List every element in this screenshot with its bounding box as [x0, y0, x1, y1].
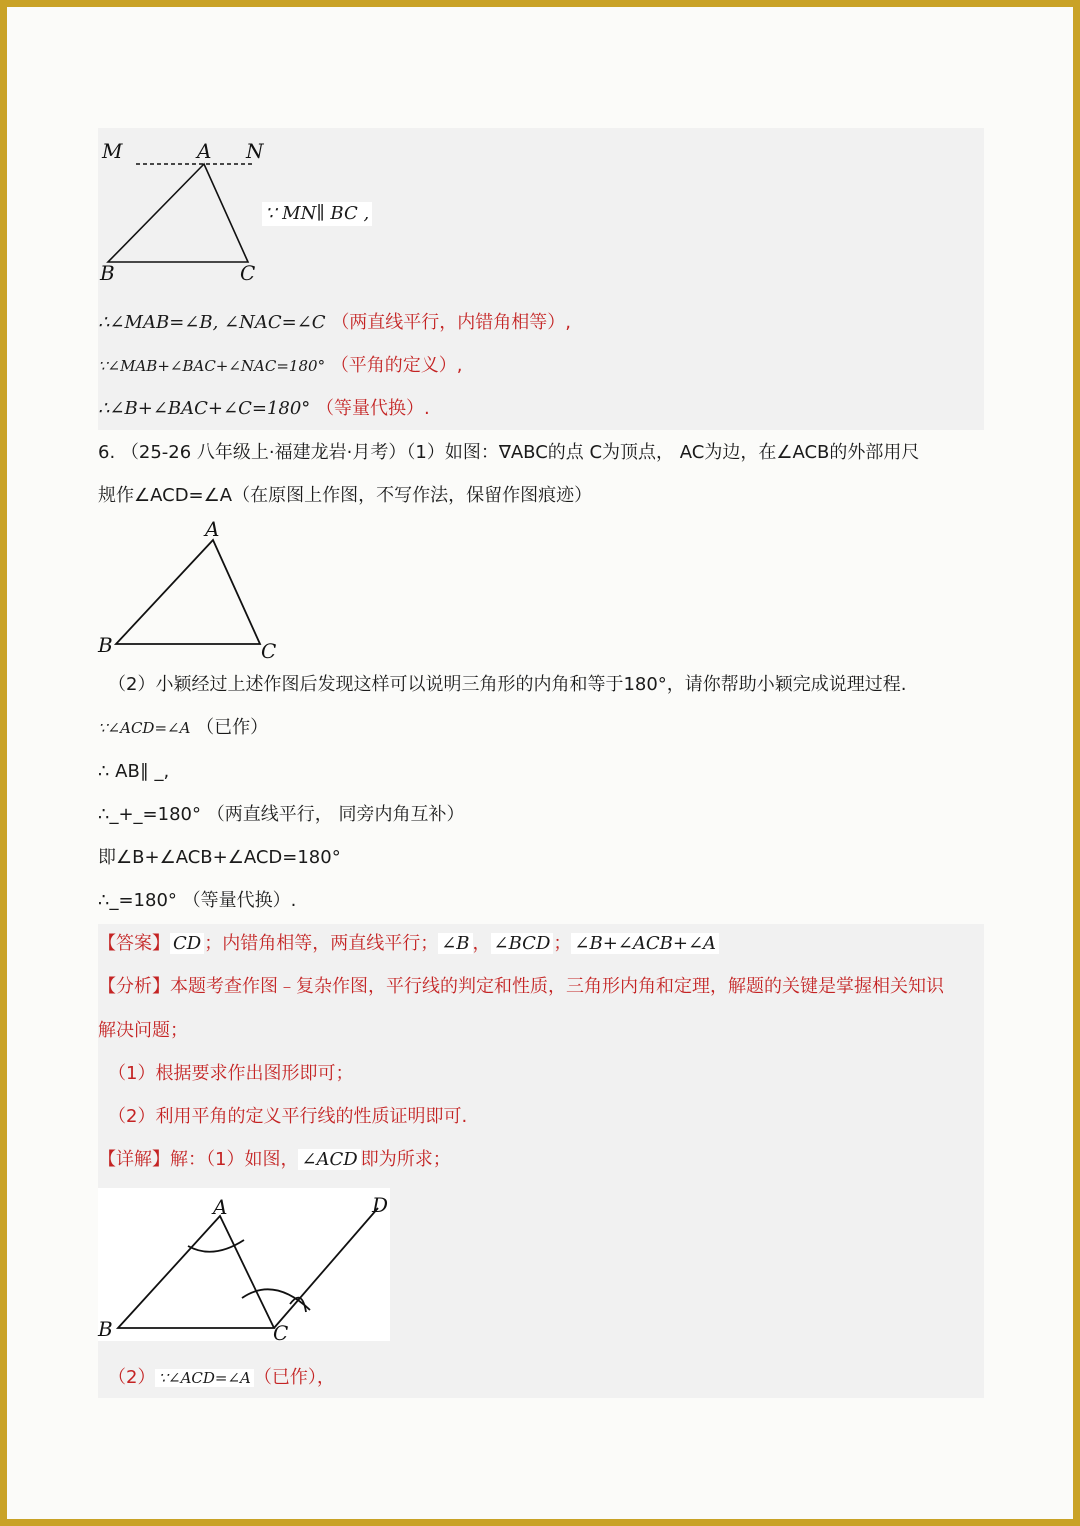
label-C: C: [261, 639, 277, 663]
step-1: ∵∠ACD=∠A （已作）: [98, 717, 269, 738]
analysis-line-2: 解决问题；: [98, 1020, 188, 1041]
analysis-line-1: 【分析】本题考查作图﹣复杂作图，平行线的判定和性质，三角形内角和定理，解题的关键是掌握相关知识: [98, 976, 944, 997]
label-B: B: [100, 261, 115, 285]
label-C: C: [273, 1321, 289, 1345]
figure-mn-parallel-bc: [98, 138, 264, 288]
step-5: ∴_=180° （等量代换）.: [98, 890, 297, 911]
analysis-item-2: （2）利用平角的定义平行线的性质证明即可.: [108, 1106, 468, 1127]
label-N: N: [246, 139, 264, 163]
solution-line-3: ∴∠B+∠BAC+∠C=180° （等量代换）.: [98, 398, 430, 419]
analysis-item-1: （1）根据要求作出图形即可；: [108, 1063, 354, 1084]
question-6-line-2: 规作∠ACD=∠A（在原图上作图，不写作法，保留作图痕迹）: [98, 485, 593, 506]
label-B: B: [98, 633, 113, 657]
figure-triangle-abc: [96, 518, 286, 664]
solution-line-1: ∴∠MAB=∠B, ∠NAC=∠C （两直线平行，内错角相等）,: [98, 312, 572, 333]
step-4: 即∠B+∠ACB+∠ACD=180°: [98, 847, 341, 868]
label-C: C: [240, 261, 256, 285]
step-2: ∴ AB∥ _,: [98, 761, 170, 782]
label-A: A: [205, 517, 220, 541]
figure-construction-acd: [96, 1188, 392, 1348]
question-part-2: （2）小颖经过上述作图后发现这样可以说明三角形的内角和等于180°，请你帮助小颖完成说理过程.: [108, 674, 907, 695]
label-A: A: [213, 1195, 228, 1219]
step-3: ∴_+_=180° （两直线平行， 同旁内角互补）: [98, 804, 465, 825]
answer-line: 【答案】 CD ；内错角相等，两直线平行； ∠B ， ∠BCD ； ∠B+∠ACB+∠A: [98, 932, 719, 956]
label-M: M: [102, 139, 123, 163]
given-mn-parallel: ∵ MN∥ BC ,: [262, 202, 372, 226]
label-A: A: [197, 139, 212, 163]
detail-line: 【详解】解：（1）如图， ∠ACD 即为所求；: [98, 1149, 451, 1170]
solution-line-2: ∵∠MAB+∠BAC+∠NAC=180° （平角的定义）,: [98, 355, 463, 376]
detail-part-2: （2） ∵∠ACD=∠A （已作），: [108, 1367, 335, 1388]
label-D: D: [372, 1193, 389, 1217]
question-6-line-1: 6. （25-26 八年级上·福建龙岩·月考）（1）如图：∇ABC的点 C为顶点， AC为边，在∠ACB的外部用尺: [98, 442, 920, 463]
label-B: B: [98, 1317, 113, 1341]
